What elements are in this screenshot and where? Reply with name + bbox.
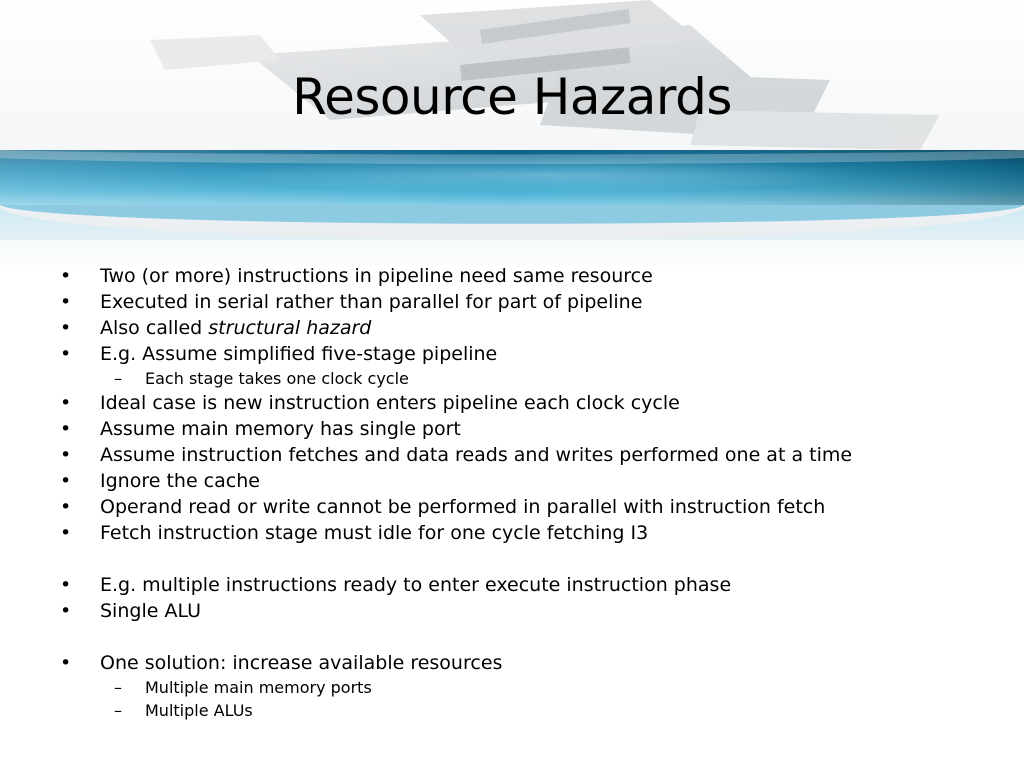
bullet-item <box>56 390 996 416</box>
bullet-marker: • <box>60 444 72 466</box>
bullet-text <box>100 315 371 341</box>
bullet-marker: • <box>60 496 72 518</box>
bullet-text: Assume main memory has single port <box>100 418 461 440</box>
bullet-text: Fetch instruction stage must idle for one cycle fetching I3 <box>100 522 649 544</box>
sub-bullet-item <box>56 367 996 390</box>
bullet-text: Executed in serial rather than parallel for part of pipeline <box>100 291 643 313</box>
bullet-marker: • <box>60 317 72 339</box>
bullet-marker: • <box>60 522 72 544</box>
bullet-marker: • <box>60 265 72 287</box>
bullet-item <box>56 520 996 546</box>
bullet-item <box>56 442 996 468</box>
sub-bullet-item <box>56 699 996 722</box>
sub-bullet-marker: – <box>114 369 122 388</box>
sub-bullet-text: Multiple ALUs <box>145 701 253 720</box>
bullet-marker: • <box>60 600 72 622</box>
bullet-text-plain: Also called <box>100 317 209 339</box>
bullet-text: Operand read or write cannot be performed in parallel with instruction fetch <box>100 496 826 518</box>
bullet-item <box>56 289 996 315</box>
bullet-text: Two (or more) instructions in pipeline need same resource <box>100 265 653 287</box>
bullet-marker: • <box>60 470 72 492</box>
header-banner-image <box>0 0 1024 265</box>
bullet-text: E.g. multiple instructions ready to enter execute instruction phase <box>100 574 732 596</box>
sub-bullet-marker: – <box>114 701 122 720</box>
bullet-text: E.g. Assume simplified five-stage pipeline <box>100 343 498 365</box>
bullet-item <box>56 650 996 676</box>
sub-bullet-text: Multiple main memory ports <box>145 678 372 697</box>
slide-title: Resource Hazards <box>292 68 732 126</box>
bullet-item <box>56 494 996 520</box>
bullet-marker: • <box>60 574 72 596</box>
bullet-text: One solution: increase available resources <box>100 652 503 674</box>
bullet-item <box>56 572 996 598</box>
sub-bullet-item <box>56 676 996 699</box>
bullet-item <box>56 315 996 341</box>
spacer <box>56 624 996 650</box>
spacer <box>56 546 996 572</box>
bullet-text: Ideal case is new instruction enters pipeline each clock cycle <box>100 392 680 414</box>
bullet-item <box>56 598 996 624</box>
bullet-text: Single ALU <box>100 600 201 622</box>
bullet-marker: • <box>60 418 72 440</box>
bullet-text-emphasis: structural hazard <box>208 317 372 339</box>
bullet-marker: • <box>60 343 72 365</box>
bullet-marker: • <box>60 291 72 313</box>
bullet-text: Assume instruction fetches and data reads and writes performed one at a time <box>100 444 853 466</box>
bullet-marker: • <box>60 392 72 414</box>
bullet-item <box>56 341 996 367</box>
sub-bullet-marker: – <box>114 678 122 697</box>
sub-bullet-text: Each stage takes one clock cycle <box>145 369 409 388</box>
bullet-list <box>56 263 996 722</box>
bullet-marker: • <box>60 652 72 674</box>
bullet-item <box>56 416 996 442</box>
bullet-item <box>56 263 996 289</box>
bullet-text: Ignore the cache <box>100 470 260 492</box>
bullet-item <box>56 468 996 494</box>
